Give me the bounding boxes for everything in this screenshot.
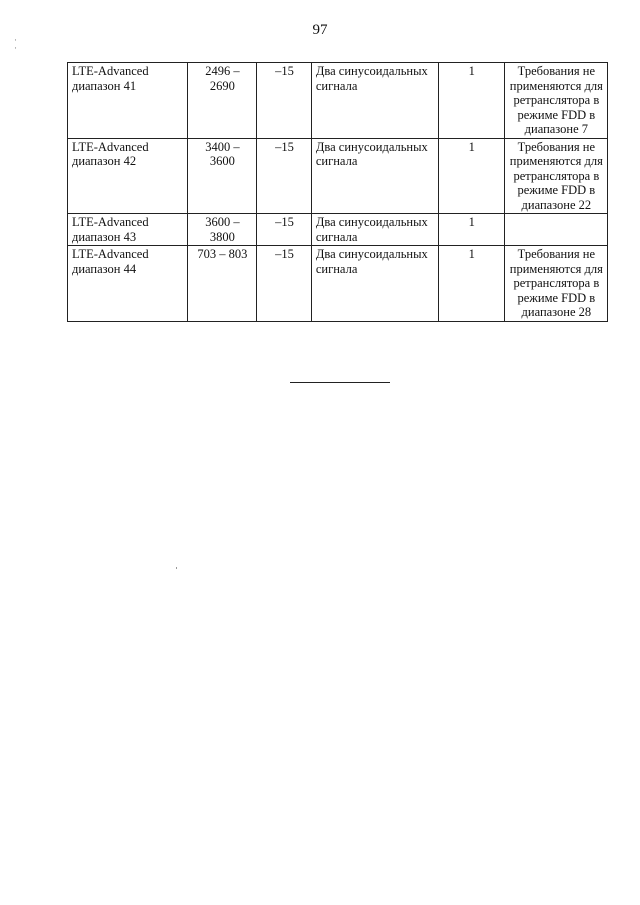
table-row: [68, 63, 608, 139]
band-name-cell: LTE-Advanced диапазон 42: [68, 138, 188, 214]
note-cell: [504, 214, 607, 246]
band-requirements-table: [67, 62, 608, 322]
signal-cell: Два синусоидальных сигнала: [311, 246, 438, 322]
level-cell: –15: [257, 246, 312, 322]
table-row: [68, 214, 608, 246]
note-cell: Требования не применяются для ретранслятора в режиме FDD в диапазоне 7: [504, 63, 607, 139]
end-of-document-rule: [290, 382, 390, 383]
signal-cell: Два синусоидальных сигнала: [311, 138, 438, 214]
band-name-cell: LTE-Advanced диапазон 44: [68, 246, 188, 322]
band-name-cell: LTE-Advanced диапазон 43: [68, 214, 188, 246]
count-cell: 1: [438, 214, 504, 246]
count-cell: 1: [438, 138, 504, 214]
signal-cell: Два синусоидальных сигнала: [311, 63, 438, 139]
table-row: [68, 246, 608, 322]
note-cell: Требования не применяются для ретранслятора в режиме FDD в диапазоне 28: [504, 246, 607, 322]
note-cell: Требования не применяются для ретранслятора в режиме FDD в диапазоне 22: [504, 138, 607, 214]
page-number: 97: [312, 22, 328, 38]
signal-cell: Два синусоидальных сигнала: [311, 214, 438, 246]
level-cell: –15: [257, 138, 312, 214]
scan-artifact-dot: [176, 567, 177, 569]
frequency-cell: 703 – 803: [187, 246, 257, 322]
frequency-cell: 3400 – 3600: [187, 138, 257, 214]
level-cell: –15: [257, 214, 312, 246]
count-cell: 1: [438, 246, 504, 322]
frequency-cell: 2496 – 2690: [187, 63, 257, 139]
level-cell: –15: [257, 63, 312, 139]
band-name-cell: LTE-Advanced диапазон 41: [68, 63, 188, 139]
count-cell: 1: [438, 63, 504, 139]
table-row: [68, 138, 608, 214]
scan-artifact: · ·: [14, 35, 17, 53]
frequency-cell: 3600 – 3800: [187, 214, 257, 246]
